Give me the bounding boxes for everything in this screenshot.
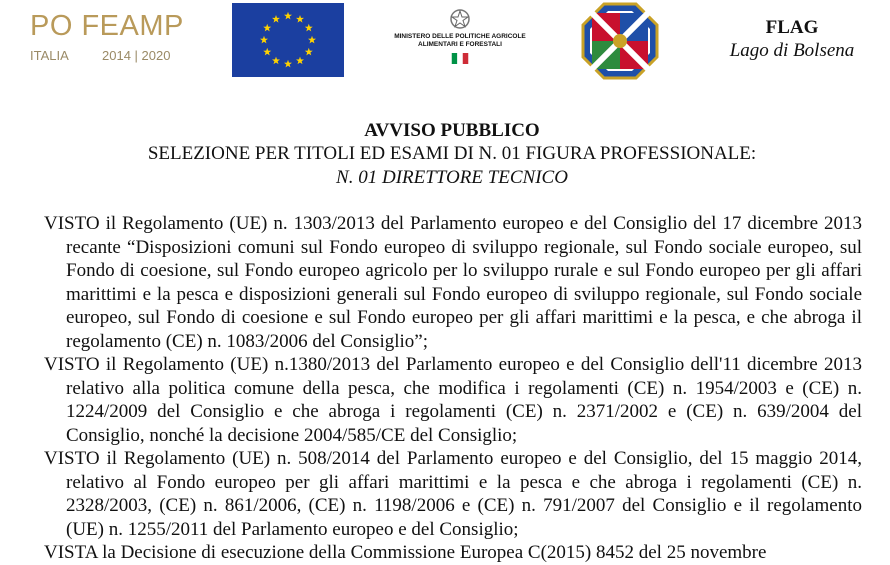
notice-title: AVVISO PUBBLICO	[364, 120, 540, 141]
paragraph: VISTO il Regolamento (UE) n. 508/2014 del Parlamento europeo e del Consiglio, del 15 maggio 2014, relativo al Fondo europeo per gli affari marittimi e la pesca e che abroga i regolamenti (CE) n. 2328/2003, (CE) n. 861/2006, (CE) n. 1198/2006 e (CE) n. 791/2007 del Consiglio e il regolamento (UE) n. 1255/2011 del Parlamento europeo e del Consiglio;	[44, 448, 862, 540]
flag-lago-bolsena	[712, 17, 872, 63]
paragraph: VISTO il Regolamento (UE) n. 1303/2013 del Parlamento europeo e del Consiglio del 17 dicembre 2013 recante “Disposizioni comuni sul Fondo europeo di sviluppo regionale, sul Fondo sociale europeo, sul Fondo di coesione, sul Fondo europeo agricolo per lo sviluppo rurale e sul Fondo europeo per gli affari marittimi e la pesca e disposizioni generali sul Fondo europeo di sviluppo regionale, sul Fondo sociale europeo, sul Fondo di coesione e sul Fondo europeo per gli affari marittimi e la pesca, e che abroga il regolamento (CE) n. 1083/2006 del Consiglio”;	[44, 213, 862, 352]
document-body	[44, 212, 862, 565]
lazio-region-crest-icon	[580, 1, 660, 81]
eu-flag-icon	[232, 3, 344, 77]
paragraph: VISTA la Decisione di esecuzione della Commissione Europea C(2015) 8452 del 25 novembre	[44, 542, 767, 563]
po-feamp-subtitle	[30, 48, 200, 63]
notice-position: N. 01 DIRETTORE TECNICO	[336, 167, 568, 188]
italian-republic-emblem-icon	[449, 8, 471, 30]
document-header	[0, 0, 890, 90]
po-feamp-years: 2014 | 2020	[102, 48, 171, 63]
flag-subtitle: Lago di Bolsena	[729, 40, 855, 61]
po-feamp-logo	[30, 10, 200, 70]
po-feamp-country: ITALIA	[30, 48, 69, 63]
ministry-logo	[388, 8, 532, 76]
po-feamp-title: PO FEAMP	[30, 10, 184, 42]
notice-title-block	[0, 120, 890, 190]
paragraph: VISTO il Regolamento (UE) n.1380/2013 del Parlamento europeo e del Consiglio dell'11 dicembre 2013 relativo alla politica comune della pesca, che modifica i regolamenti (CE) n. 1954/2003 e (CE) n. 1224/2009 del Consiglio e che abroga i regolamenti (CE) n. 2371/2002 e (CE) n. 639/2004 del Consiglio, nonché la decisione 2004/585/CE del Consiglio;	[44, 354, 862, 446]
flag-name: FLAG	[765, 17, 819, 38]
italian-flag-icon	[450, 53, 470, 64]
notice-subtitle: SELEZIONE PER TITOLI ED ESAMI DI N. 01 FIGURA PROFESSIONALE:	[147, 143, 757, 164]
ministry-name: MINISTERO DELLE POLITICHE AGRICOLE ALIMENTARI E FORESTALI	[394, 33, 526, 48]
